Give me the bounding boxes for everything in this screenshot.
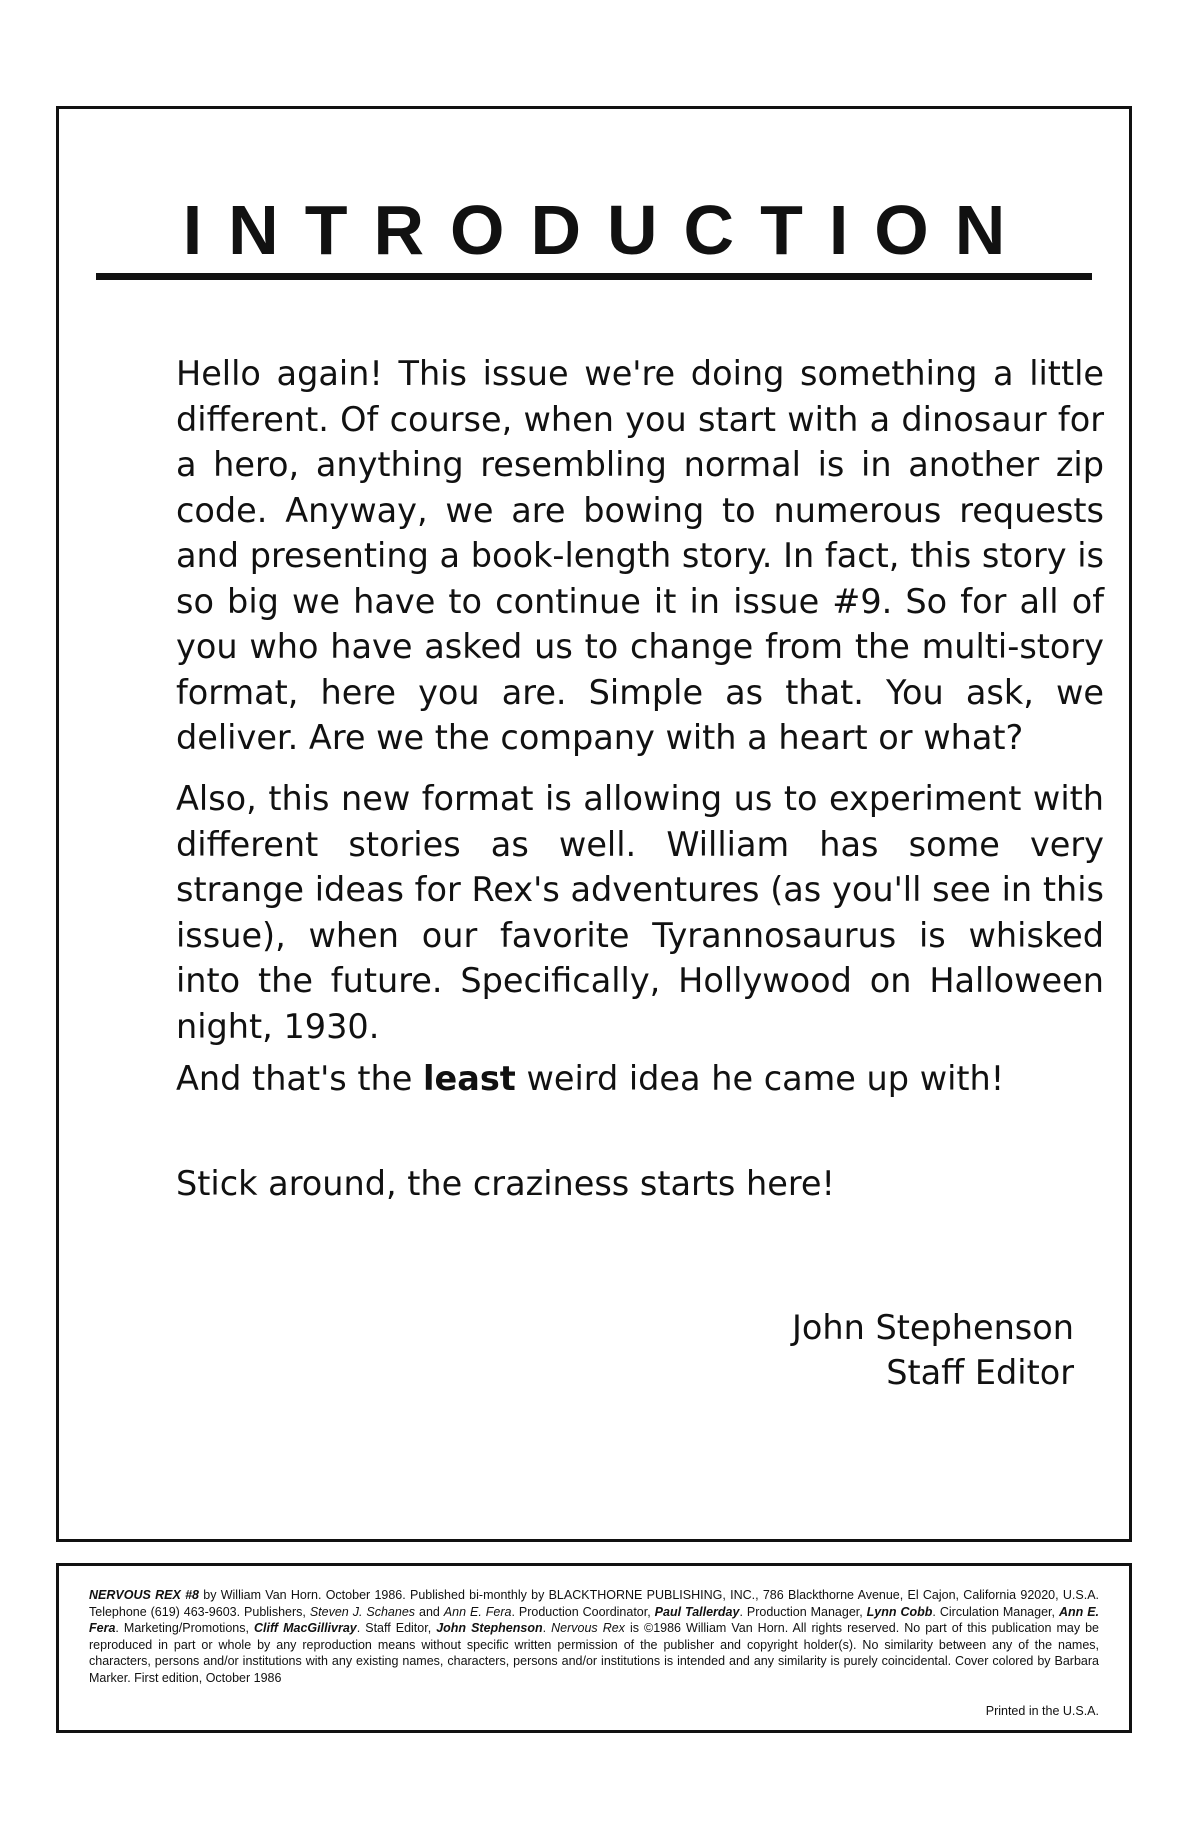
credits-name: Ann E. Fera — [89, 1604, 1100, 1635]
signature-block — [792, 1305, 1074, 1395]
page-title: INTRODUCTION — [182, 191, 1032, 269]
credits-segment: . Staff Editor, — [356, 1621, 437, 1635]
credits-segment: . Circulation Manager, — [932, 1604, 1059, 1619]
intro-paragraph-4: Stick around, the craziness starts here! — [176, 1164, 835, 1203]
printed-in-usa: Printed in the U.S.A. — [985, 1704, 1099, 1718]
paragraph-3-emphasis: least — [423, 1059, 516, 1098]
credits-segment: by William Van Horn. October 1986. Published bi-monthly by BLACKTHORNE PUBLISHING, INC., 786 Blackthorne Avenue, El Cajon, California 92020, U.S.A. Telephone (619) 463-9603. Publishers, — [89, 1588, 1100, 1619]
credits-book-title: NERVOUS REX #8 — [89, 1588, 199, 1602]
intro-paragraph-2: Also, this new format is allowing us to experiment with different stories as well. William has some very strange ideas for Rex's adventures (as you'll see in this issue), when our favorite Tyrannosaurus is whisked into the future. Specifically, Hollywood on Halloween night, 1930. — [176, 779, 1104, 1046]
publication-credits-box — [56, 1563, 1132, 1733]
credits-name: Lynn Cobb — [866, 1604, 933, 1619]
credits-name: Nervous Rex — [551, 1621, 625, 1635]
credits-segment: is ©1986 William Van Horn. All rights reserved. No part of this publication may be reproduced in part or whole by any reproduction means without specific written permission of the publisher and copyright holder(s). No similarity between any of the names, characters, persons and/or institutions with any existing names, characters, persons and/or institutions is intended and any similarity is purely coincidental. Cover colored by Barbara Marker. First edition, October 1986 — [89, 1621, 1100, 1685]
credits-name: Cliff MacGillivray — [253, 1621, 357, 1635]
paragraph-3-start: And that's the — [176, 1059, 424, 1098]
intro-paragraph-1: Hello again! This issue we're doing something a little different. Of course, when you start with a dinosaur for a hero, anything resembling normal is in another zip code. Anyway, we are bowing to numerous requests and presenting a book-length story. In fact, this story is so big we have to continue it in issue #9. So for all of you who have asked us to change from the multi-story format, here you are. Simple as that. You ask, we deliver. Are we the company with a heart or what? — [176, 354, 1104, 757]
credits-name: Ann E. Fera — [443, 1604, 512, 1619]
signature-title: Staff Editor — [886, 1353, 1074, 1392]
credits-name: John Stephenson — [436, 1621, 543, 1635]
credits-segment: . Production Manager, — [739, 1604, 867, 1619]
credits-segment: . Production Coordinator, — [511, 1604, 655, 1619]
signature-name: John Stephenson — [791, 1308, 1074, 1347]
credits-text — [89, 1587, 1099, 1686]
credits-segment: . Marketing/Promotions, — [115, 1621, 254, 1635]
credits-segment: . — [542, 1621, 552, 1635]
intro-paragraph-3 — [176, 1056, 1104, 1102]
credits-name: Paul Tallerday — [654, 1604, 740, 1619]
credits-name: Steven J. Schanes — [309, 1604, 416, 1619]
introduction-panel — [56, 106, 1132, 1542]
title-underline — [96, 273, 1092, 280]
credits-segment: and — [415, 1604, 444, 1619]
paragraph-3-end: weird idea he came up with! — [515, 1059, 1005, 1098]
